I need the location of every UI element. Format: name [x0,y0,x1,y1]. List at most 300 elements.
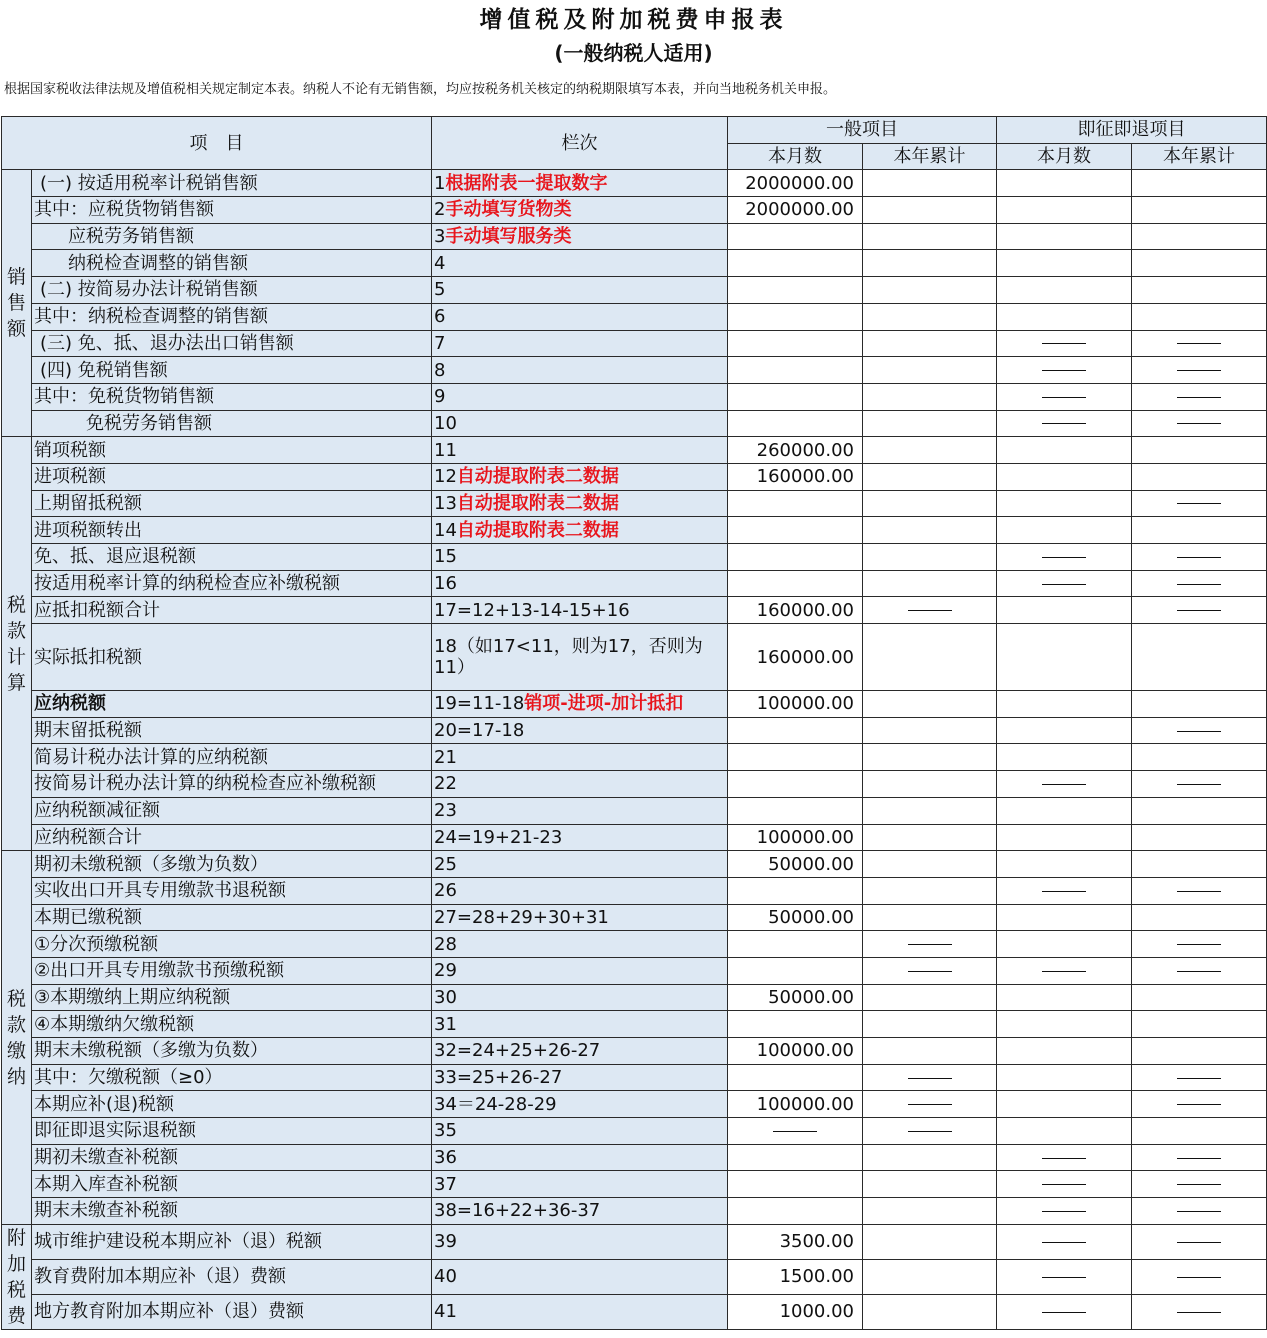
line-fill-note: 销项-进项-加计抵扣 [524,693,684,715]
table-row [2,1118,1267,1145]
value-cell-general-year[interactable] [863,1038,997,1065]
value-cell-general-month[interactable]: 100000.00 [728,691,863,718]
value-cell-general-year[interactable] [863,330,997,357]
value-cell-general-month[interactable]: 3500.00 [728,1224,863,1259]
value-cell-general-year[interactable] [863,1144,997,1171]
table-row [2,544,1267,571]
value-cell-general-month[interactable]: 160000.00 [728,597,863,624]
line-text: 41 [434,1301,457,1323]
row-line-number [432,851,728,878]
row-line-number [432,717,728,744]
value-cell-refund-year[interactable] [1132,1011,1267,1038]
value-cell-refund-month[interactable] [997,1038,1132,1065]
value-cell-general-year[interactable] [863,904,997,931]
row-item-label: 期末未缴查补税额 [32,1198,432,1225]
not-applicable-dash [1132,1171,1267,1198]
row-line-number [432,570,728,597]
value-cell-general-month[interactable] [728,250,863,277]
line-fill-note: 自动提取附表二数据 [456,466,619,488]
value-cell-refund-month[interactable] [997,1011,1132,1038]
row-item-label: 按简易计税办法计算的纳税检查应补缴税额 [32,771,432,798]
table-row [2,1011,1267,1038]
value-cell-refund-year[interactable] [1132,744,1267,771]
not-applicable-dash [1132,357,1267,384]
table-row [2,250,1267,277]
value-cell-refund-month[interactable] [997,1118,1132,1145]
value-cell-general-month[interactable]: 160000.00 [728,463,863,490]
not-applicable-dash [997,1171,1132,1198]
value-cell-refund-month[interactable] [997,303,1132,330]
row-line-number [432,250,728,277]
value-cell-general-year[interactable] [863,357,997,384]
not-applicable-dash [1132,597,1267,624]
value-cell-general-month[interactable] [728,303,863,330]
not-applicable-dash [1132,410,1267,437]
row-line-number [432,170,728,197]
row-item-label: 进项税额转出 [32,517,432,544]
value-cell-general-month[interactable]: 2000000.00 [728,170,863,197]
value-cell-refund-month[interactable] [997,437,1132,464]
table-row [2,1198,1267,1225]
value-cell-general-month[interactable]: 1000.00 [728,1294,863,1329]
section-label-sales: 销 售 额 [2,170,32,437]
value-cell-refund-year[interactable] [1132,1118,1267,1145]
table-row [2,691,1267,718]
value-cell-refund-month[interactable] [997,691,1132,718]
row-line-number [432,1144,728,1171]
row-item-label: 应纳税额 [32,691,432,718]
not-applicable-dash [863,957,997,984]
value-cell-general-month[interactable] [728,383,863,410]
line-text: 27=28+29+30+31 [434,906,609,928]
table-row [2,517,1267,544]
value-cell-refund-month[interactable] [997,904,1132,931]
table-row [2,1224,1267,1259]
value-cell-general-month[interactable] [728,1011,863,1038]
table-row [2,223,1267,250]
row-line-number [432,984,728,1011]
value-cell-general-year[interactable] [863,410,997,437]
not-applicable-dash [997,771,1132,798]
value-cell-general-year[interactable] [863,544,997,571]
line-text: 11 [434,439,457,461]
table-row [2,1171,1267,1198]
row-line-number [432,303,728,330]
value-cell-refund-year[interactable] [1132,824,1267,851]
row-item-label: ②出口开具专用缴款书预缴税额 [32,957,432,984]
header-item: 项 目 [2,117,432,170]
value-cell-general-month[interactable] [728,1064,863,1091]
table-row [2,1038,1267,1065]
value-cell-general-year[interactable] [863,1224,997,1259]
value-cell-refund-month[interactable] [997,1064,1132,1091]
line-text: 2 [434,199,446,221]
line-text: 22 [434,773,457,795]
line-text: 6 [434,306,446,328]
not-applicable-dash [1132,1224,1267,1259]
not-applicable-dash [997,1224,1132,1259]
row-item-label: ④本期缴纳欠缴税额 [32,1011,432,1038]
line-text: 14 [434,519,457,541]
value-cell-refund-year[interactable] [1132,437,1267,464]
value-cell-general-month[interactable]: 50000.00 [728,984,863,1011]
line-text: 29 [434,960,457,982]
table-row [2,957,1267,984]
line-text: 38=16+22+36-37 [434,1200,601,1222]
value-cell-refund-year[interactable] [1132,691,1267,718]
not-applicable-dash [863,931,997,958]
value-cell-general-year[interactable] [863,797,997,824]
table-row [2,1294,1267,1329]
table-row [2,624,1267,691]
row-line-number [432,1038,728,1065]
not-applicable-dash [1132,1064,1267,1091]
table-row [2,463,1267,490]
row-item-label: (一) 按适用税率计税销售额 [32,170,432,197]
line-fill-note: 自动提取附表二数据 [456,519,619,541]
row-line-number [432,691,728,718]
line-text: 4 [434,252,446,274]
value-cell-refund-month[interactable] [997,490,1132,517]
row-line-number [432,383,728,410]
value-cell-general-month[interactable] [728,717,863,744]
value-cell-general-month[interactable]: 50000.00 [728,904,863,931]
table-row [2,984,1267,1011]
value-cell-refund-month[interactable] [997,797,1132,824]
row-item-label: 应抵扣税额合计 [32,597,432,624]
value-cell-general-month[interactable] [728,357,863,384]
value-cell-general-year[interactable] [863,277,997,304]
line-text: 20=17-18 [434,720,525,742]
value-cell-general-year[interactable] [863,383,997,410]
row-item-label: 销项税额 [32,437,432,464]
value-cell-general-month[interactable] [728,223,863,250]
value-cell-general-year[interactable] [863,570,997,597]
value-cell-refund-month[interactable] [997,197,1132,224]
row-item-label: 期末留抵税额 [32,717,432,744]
value-cell-refund-year[interactable] [1132,170,1267,197]
row-line-number [432,1064,728,1091]
row-item-label: ③本期缴纳上期应纳税额 [32,984,432,1011]
value-cell-general-month[interactable]: 50000.00 [728,851,863,878]
header-line: 栏次 [432,117,728,170]
row-line-number [432,1091,728,1118]
row-line-number [432,931,728,958]
line-text: 36 [434,1147,457,1169]
value-cell-refund-month[interactable] [997,1091,1132,1118]
row-line-number [432,517,728,544]
value-cell-general-month[interactable] [728,330,863,357]
row-item-label: ①分次预缴税额 [32,931,432,958]
value-cell-general-month[interactable] [728,570,863,597]
vat-return-table [1,116,1267,1330]
row-item-label: 应纳税额减征额 [32,797,432,824]
value-cell-refund-year[interactable] [1132,250,1267,277]
not-applicable-dash [1132,877,1267,904]
value-cell-refund-month[interactable] [997,717,1132,744]
table-row [2,437,1267,464]
value-cell-refund-month[interactable] [997,250,1132,277]
table-row [2,771,1267,798]
value-cell-general-month[interactable] [728,517,863,544]
row-item-label: 免税劳务销售额 [32,410,432,437]
not-applicable-dash [1132,1144,1267,1171]
value-cell-refund-month[interactable] [997,824,1132,851]
value-cell-general-year[interactable] [863,691,997,718]
form-subtitle: (一般纳税人适用) [554,41,713,65]
section-label-pay: 税 款 缴 纳 [2,851,32,1225]
value-cell-general-year[interactable] [863,517,997,544]
not-applicable-dash [997,877,1132,904]
value-cell-refund-year[interactable] [1132,197,1267,224]
row-line-number [432,1259,728,1294]
row-line-number [432,357,728,384]
not-applicable-dash [997,410,1132,437]
not-applicable-dash [863,1118,997,1145]
table-row [2,1064,1267,1091]
line-text: 16 [434,573,457,595]
value-cell-general-year[interactable] [863,1171,997,1198]
form-title: 增值税及附加税费申报表 [479,7,788,33]
value-cell-general-year[interactable] [863,170,997,197]
value-cell-general-year[interactable] [863,851,997,878]
not-applicable-dash [997,544,1132,571]
table-row [2,1259,1267,1294]
line-fill-note: 手动填写服务类 [445,226,572,248]
line-fill-note: 根据附表一提取数字 [445,172,608,194]
value-cell-general-year[interactable] [863,303,997,330]
table-row [2,797,1267,824]
value-cell-general-year[interactable] [863,984,997,1011]
line-text: 26 [434,880,457,902]
not-applicable-dash [1132,1294,1267,1329]
line-text: 10 [434,412,457,434]
value-cell-refund-month[interactable] [997,517,1132,544]
header-refund-year: 本年累计 [1132,143,1267,170]
value-cell-general-month[interactable]: 1500.00 [728,1259,863,1294]
value-cell-general-month[interactable]: 100000.00 [728,824,863,851]
not-applicable-dash [997,1144,1132,1171]
section-label-calc: 税 款 计 算 [2,437,32,851]
value-cell-refund-month[interactable] [997,223,1132,250]
value-cell-general-year[interactable] [863,624,997,691]
value-cell-general-month[interactable]: 100000.00 [728,1038,863,1065]
not-applicable-dash [1132,1198,1267,1225]
line-text: 37 [434,1173,457,1195]
value-cell-refund-month[interactable] [997,984,1132,1011]
value-cell-general-year[interactable] [863,197,997,224]
row-item-label: 本期入库查补税额 [32,1171,432,1198]
value-cell-refund-month[interactable] [997,597,1132,624]
row-item-label: (四) 免税销售额 [32,357,432,384]
form-instruction-note: 根据国家税收法律法规及增值税相关规定制定本表。纳税人不论有无销售额，均应按税务机关核定的纳税期限填写本表，并向当地税务机关申报。 [4,82,837,97]
row-item-label: 即征即退实际退税额 [32,1118,432,1145]
line-text: 7 [434,332,446,354]
not-applicable-dash [1132,957,1267,984]
value-cell-refund-month[interactable] [997,170,1132,197]
row-item-label: 实际抵扣税额 [32,624,432,691]
value-cell-general-month[interactable] [728,1171,863,1198]
line-text: 35 [434,1120,457,1142]
header-refund: 即征即退项目 [997,117,1267,144]
value-cell-general-month[interactable] [728,1144,863,1171]
value-cell-general-month[interactable] [728,797,863,824]
not-applicable-dash [863,1091,997,1118]
not-applicable-dash [997,1259,1132,1294]
row-line-number [432,1011,728,1038]
value-cell-refund-year[interactable] [1132,463,1267,490]
not-applicable-dash [1132,1091,1267,1118]
row-line-number [432,197,728,224]
line-text: 24=19+21-23 [434,826,563,848]
row-item-label: (三) 免、抵、退办法出口销售额 [32,330,432,357]
value-cell-general-month[interactable]: 260000.00 [728,437,863,464]
row-item-label: 按适用税率计算的纳税检查应补缴税额 [32,570,432,597]
row-line-number [432,410,728,437]
row-line-number [432,624,728,691]
not-applicable-dash [1132,490,1267,517]
row-line-number [432,1294,728,1329]
row-item-label: 本期应补(退)税额 [32,1091,432,1118]
not-applicable-dash [1132,931,1267,958]
value-cell-general-month[interactable]: 100000.00 [728,1091,863,1118]
not-applicable-dash [1132,383,1267,410]
not-applicable-dash [1132,330,1267,357]
value-cell-general-year[interactable] [863,744,997,771]
line-text: 9 [434,386,446,408]
value-cell-general-month[interactable] [728,410,863,437]
value-cell-general-year[interactable] [863,1259,997,1294]
row-line-number [432,1224,728,1259]
not-applicable-dash [997,330,1132,357]
value-cell-general-month[interactable] [728,277,863,304]
value-cell-refund-month[interactable] [997,931,1132,958]
row-line-number [432,877,728,904]
not-applicable-dash [1132,544,1267,571]
row-item-label: 上期留抵税额 [32,490,432,517]
value-cell-general-month[interactable] [728,931,863,958]
line-text: 1 [434,172,446,194]
line-text: 8 [434,359,446,381]
not-applicable-dash [863,597,997,624]
table-row [2,1091,1267,1118]
value-cell-refund-month[interactable] [997,463,1132,490]
not-applicable-dash [997,1294,1132,1329]
row-line-number [432,771,728,798]
value-cell-refund-year[interactable] [1132,277,1267,304]
value-cell-general-month[interactable]: 160000.00 [728,624,863,691]
header-general-month: 本月数 [728,143,863,170]
value-cell-refund-month[interactable] [997,624,1132,691]
line-text: 15 [434,546,457,568]
line-text: 13 [434,492,457,514]
header-general: 一般项目 [728,117,997,144]
line-text: 5 [434,279,446,301]
row-item-label: 期初未缴查补税额 [32,1144,432,1171]
value-cell-refund-year[interactable] [1132,904,1267,931]
value-cell-refund-year[interactable] [1132,223,1267,250]
table-row [2,277,1267,304]
value-cell-general-year[interactable] [863,1198,997,1225]
header-general-year: 本年累计 [863,143,997,170]
value-cell-refund-year[interactable] [1132,517,1267,544]
row-item-label: 其中：应税货物销售额 [32,197,432,224]
value-cell-general-month[interactable]: 2000000.00 [728,197,863,224]
value-cell-general-month[interactable] [728,744,863,771]
value-cell-refund-year[interactable] [1132,851,1267,878]
value-cell-refund-month[interactable] [997,277,1132,304]
line-text: 34＝24-28-29 [434,1093,557,1115]
value-cell-general-year[interactable] [863,437,997,464]
table-row [2,877,1267,904]
row-item-label: 简易计税办法计算的应纳税额 [32,744,432,771]
value-cell-general-year[interactable] [863,771,997,798]
value-cell-general-month[interactable] [728,544,863,571]
row-line-number [432,797,728,824]
value-cell-general-year[interactable] [863,463,997,490]
row-line-number [432,544,728,571]
not-applicable-dash [1132,1259,1267,1294]
value-cell-refund-year[interactable] [1132,984,1267,1011]
value-cell-general-month[interactable] [728,957,863,984]
row-line-number [432,490,728,517]
row-line-number [432,437,728,464]
table-row [2,197,1267,224]
value-cell-refund-year[interactable] [1132,303,1267,330]
row-line-number [432,744,728,771]
value-cell-general-year[interactable] [863,717,997,744]
not-applicable-dash [863,1064,997,1091]
table-row [2,490,1267,517]
value-cell-general-year[interactable] [863,223,997,250]
table-row [2,357,1267,384]
not-applicable-dash [997,957,1132,984]
value-cell-general-year[interactable] [863,1011,997,1038]
value-cell-general-year[interactable] [863,250,997,277]
value-cell-general-month[interactable] [728,1198,863,1225]
value-cell-refund-month[interactable] [997,851,1132,878]
table-row [2,410,1267,437]
value-cell-general-year[interactable] [863,877,997,904]
line-text: 12 [434,466,457,488]
table-row [2,383,1267,410]
row-line-number [432,824,728,851]
value-cell-general-year[interactable] [863,824,997,851]
value-cell-refund-year[interactable] [1132,624,1267,691]
table-row [2,904,1267,931]
row-line-number [432,223,728,250]
line-text: 17=12+13-14-15+16 [434,599,630,621]
table-row [2,931,1267,958]
value-cell-general-month[interactable] [728,771,863,798]
value-cell-refund-month[interactable] [997,744,1132,771]
value-cell-general-month[interactable] [728,877,863,904]
row-item-label: 实收出口开具专用缴款书退税额 [32,877,432,904]
not-applicable-dash [997,383,1132,410]
row-item-label: 免、抵、退应退税额 [32,544,432,571]
table-row [2,824,1267,851]
value-cell-general-year[interactable] [863,490,997,517]
line-text: 25 [434,853,457,875]
row-item-label: 进项税额 [32,463,432,490]
value-cell-general-year[interactable] [863,1294,997,1329]
row-item-label: 本期已缴税额 [32,904,432,931]
table-row [2,851,1267,878]
value-cell-general-month[interactable] [728,490,863,517]
value-cell-refund-year[interactable] [1132,1038,1267,1065]
not-applicable-dash [997,570,1132,597]
value-cell-refund-year[interactable] [1132,797,1267,824]
